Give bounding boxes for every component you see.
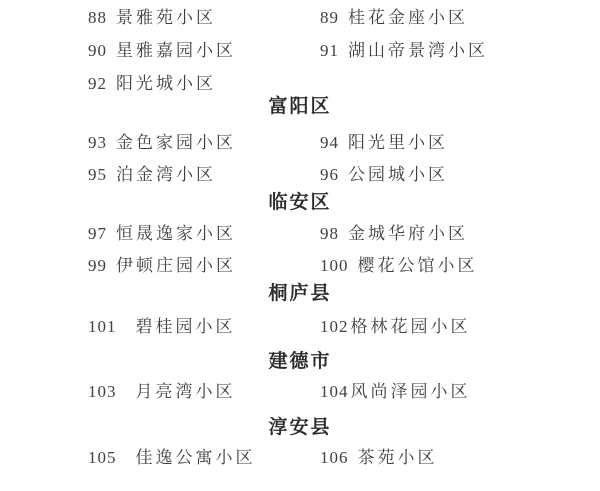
community-name: 星雅嘉园小区	[116, 41, 236, 60]
list-row	[0, 254, 600, 278]
district-header: 桐庐县	[268, 283, 332, 304]
item-number: 91	[320, 41, 339, 60]
list-item	[88, 72, 216, 96]
community-name: 佳逸公寓小区	[135, 448, 256, 467]
community-name: 湖山帝景湾小区	[348, 41, 488, 60]
community-name: 伊顿庄园小区	[116, 256, 236, 275]
item-number: 105	[88, 448, 117, 467]
list-item	[88, 446, 256, 470]
item-number: 90	[88, 41, 107, 60]
community-name: 桂花金座小区	[348, 8, 468, 27]
list-item	[320, 163, 448, 187]
item-number: 99	[88, 256, 107, 275]
list-item	[88, 163, 216, 187]
community-name: 阳光城小区	[116, 74, 216, 93]
list-item	[88, 222, 236, 246]
list-item	[320, 39, 488, 63]
list-item	[88, 380, 236, 404]
community-name: 风尚泽园小区	[350, 382, 471, 401]
community-name: 景雅苑小区	[116, 8, 216, 27]
community-name: 格林花园小区	[350, 317, 471, 336]
item-number: 93	[88, 133, 107, 152]
district-header: 富阳区	[268, 96, 332, 117]
list-row	[0, 6, 600, 30]
list-item	[88, 39, 236, 63]
district-header: 临安区	[268, 192, 332, 213]
list-row	[0, 380, 600, 404]
community-name: 金城华府小区	[348, 224, 468, 243]
item-number: 89	[320, 8, 339, 27]
list-row	[0, 163, 600, 187]
item-number: 103	[88, 382, 117, 401]
community-name: 茶苑小区	[357, 448, 438, 467]
community-name: 恒晟逸家小区	[116, 224, 236, 243]
list-row	[0, 446, 600, 470]
community-name: 月亮湾小区	[135, 382, 236, 401]
list-item	[88, 6, 216, 30]
list-row	[0, 315, 600, 339]
item-number: 88	[88, 8, 107, 27]
list-item	[320, 6, 468, 30]
list-item	[88, 254, 236, 278]
district-header: 建德市	[268, 351, 332, 372]
list-item	[88, 131, 236, 155]
community-name: 樱花公馆小区	[357, 256, 478, 275]
district-header: 淳安县	[268, 417, 332, 438]
item-number: 101	[88, 317, 117, 336]
list-row	[0, 131, 600, 155]
item-number: 102	[320, 317, 349, 336]
list-item	[320, 222, 468, 246]
item-number: 97	[88, 224, 107, 243]
item-number: 100	[320, 256, 349, 275]
community-name: 公园城小区	[348, 165, 448, 184]
list-item	[88, 315, 236, 339]
community-name: 泊金湾小区	[116, 165, 216, 184]
item-number: 96	[320, 165, 339, 184]
item-number: 95	[88, 165, 107, 184]
list-row	[0, 72, 600, 96]
list-item	[320, 315, 471, 339]
community-name: 阳光里小区	[348, 133, 448, 152]
list-row	[0, 39, 600, 63]
item-number: 94	[320, 133, 339, 152]
item-number: 106	[320, 448, 349, 467]
list-item	[320, 254, 478, 278]
item-number: 92	[88, 74, 107, 93]
list-row	[0, 222, 600, 246]
item-number: 104	[320, 382, 349, 401]
list-item	[320, 446, 438, 470]
list-item	[320, 131, 448, 155]
community-name: 金色家园小区	[116, 133, 236, 152]
community-name: 碧桂园小区	[135, 317, 236, 336]
item-number: 98	[320, 224, 339, 243]
list-item	[320, 380, 471, 404]
